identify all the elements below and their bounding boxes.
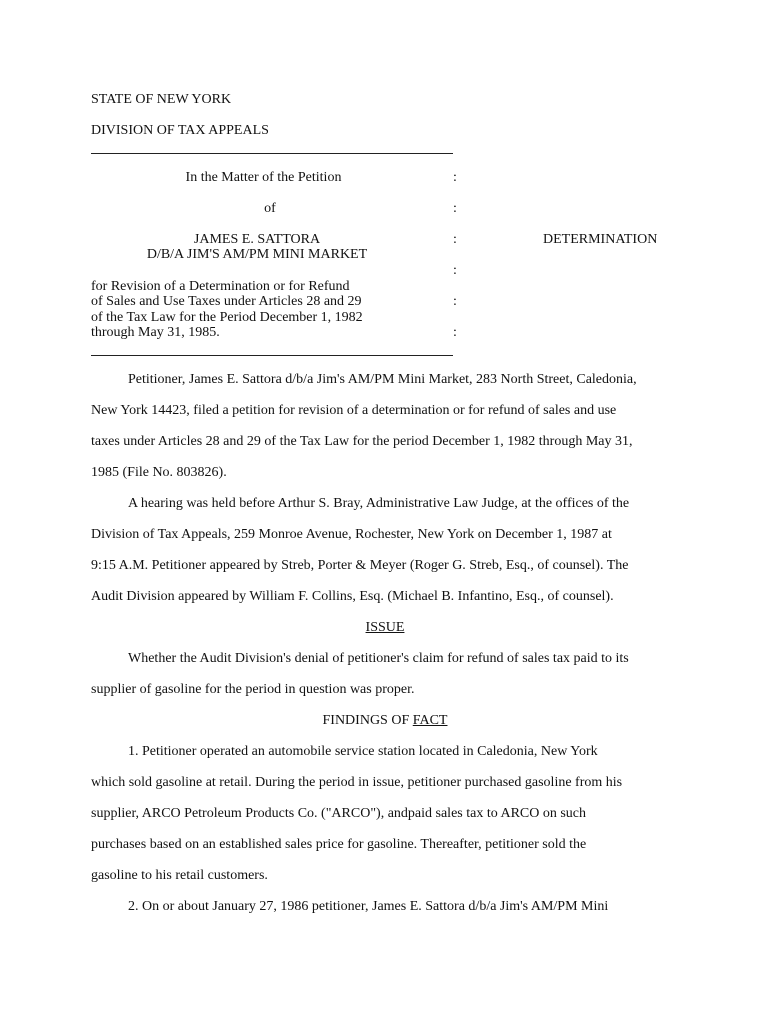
caption-colon: : [453,294,457,309]
state-heading: STATE OF NEW YORK [91,92,232,107]
finding-line: purchases based on an established sales price for gasoline. Thereafter, petitioner sold the [91,837,587,852]
caption-colon: : [453,263,457,278]
caption-bottom-rule [91,355,453,356]
caption-colon: : [453,232,457,247]
caption-of: of [264,201,276,216]
finding-line: 2. On or about January 27, 1986 petitioner, James E. Sattora d/b/a Jim's AM/PM Mini [128,899,609,914]
caption-colon: : [453,201,457,216]
caption-purpose-line: of the Tax Law for the Period December 1, 1982 [91,310,363,325]
caption-colon: : [453,325,457,340]
findings-heading-underlined: FACT [412,713,448,728]
body-line: Petitioner, James E. Sattora d/b/a Jim's AM/PM Mini Market, 283 North Street, Caledonia, [128,372,637,387]
issue-line: supplier of gasoline for the period in question was proper. [91,682,415,697]
body-line: Division of Tax Appeals, 259 Monroe Avenue, Rochester, New York on December 1, 1987 at [91,527,612,542]
caption-name-line1: JAMES E. SATTORA [193,232,321,247]
body-line: Audit Division appeared by William F. Collins, Esq. (Michael B. Infantino, Esq., of counsel). [91,589,614,604]
body-line: 9:15 A.M. Petitioner appeared by Streb, Porter & Meyer (Roger G. Streb, Esq., of counsel). The [91,558,629,573]
finding-line: gasoline to his retail customers. [91,868,268,883]
finding-line: which sold gasoline at retail. During the period in issue, petitioner purchased gasoline from his [91,775,623,790]
body-line: New York 14423, filed a petition for revision of a determination or for refund of sales and use [91,403,617,418]
caption-purpose-line: through May 31, 1985. [91,325,220,340]
caption-name-line2: D/B/A JIM'S AM/PM MINI MARKET [146,247,368,262]
body-line: 1985 (File No. 803826). [91,465,227,480]
issue-heading: ISSUE [365,620,405,635]
findings-heading-text: FINDINGS OF [322,713,413,728]
finding-line: 1. Petitioner operated an automobile service station located in Caledonia, New York [128,744,598,759]
division-heading: DIVISION OF TAX APPEALS [91,123,269,138]
caption-purpose-line: for Revision of a Determination or for Refund [91,279,350,294]
caption-top-rule [91,153,453,154]
issue-line: Whether the Audit Division's denial of petitioner's claim for refund of sales tax paid to its [128,651,629,666]
findings-heading [91,713,679,729]
caption-matter: In the Matter of the Petition [185,170,342,185]
body-line: A hearing was held before Arthur S. Bray, Administrative Law Judge, at the offices of the [128,496,630,511]
caption-colon: : [453,170,457,185]
body-line: taxes under Articles 28 and 29 of the Tax Law for the period December 1, 1982 through May 31, [91,434,633,449]
caption-purpose-line: of Sales and Use Taxes under Articles 28 and 29 [91,294,362,309]
finding-line: supplier, ARCO Petroleum Products Co. ("ARCO"), andpaid sales tax to ARCO on such [91,806,587,821]
document-type: DETERMINATION [543,232,658,247]
